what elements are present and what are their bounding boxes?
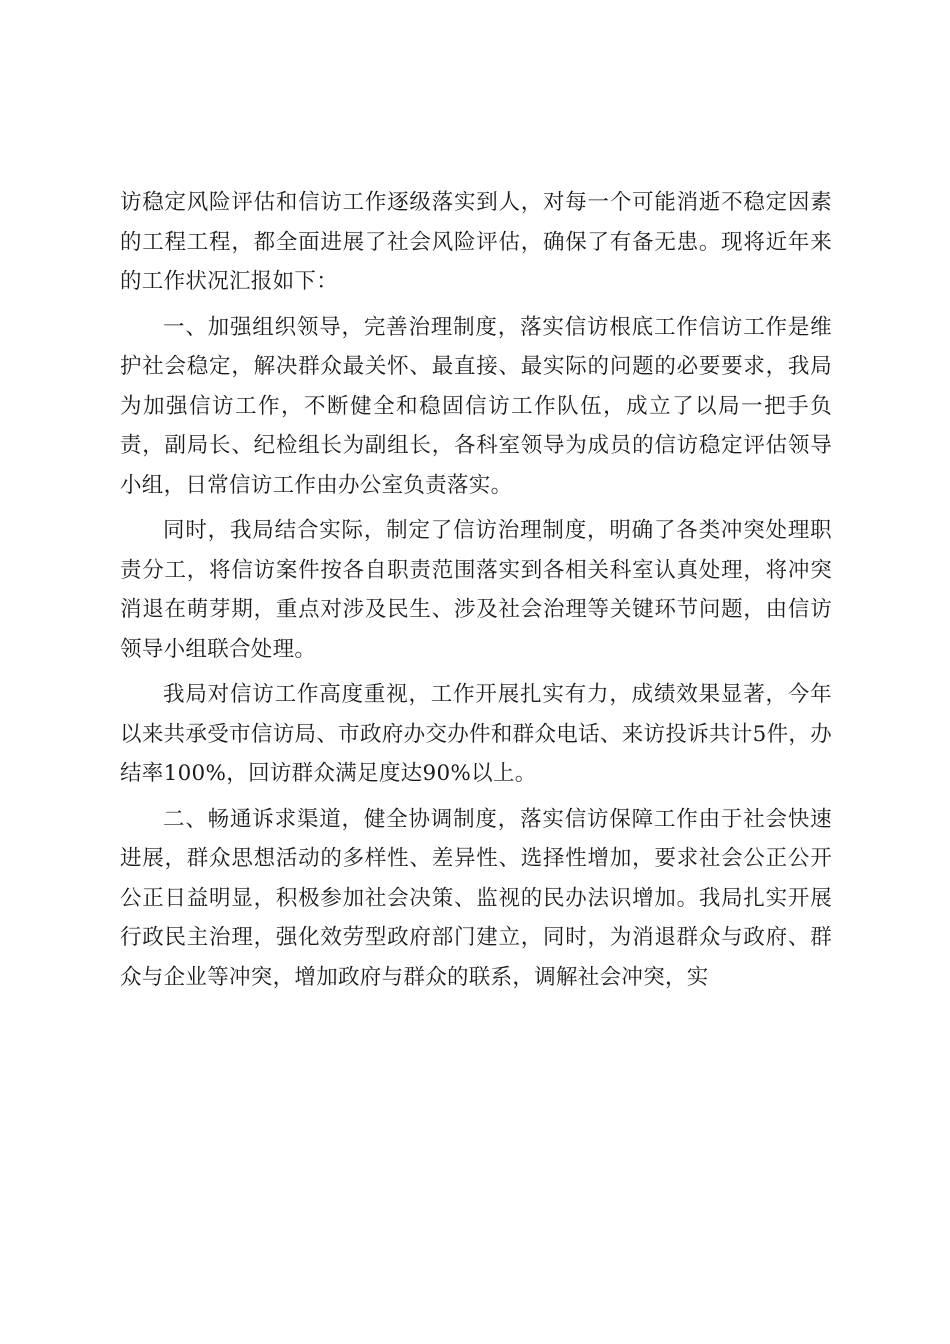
paragraph-2: 一、加强组织领导，完善治理制度，落实信访根底工作信访工作是维护社会稳定，解决群众最关怀、最直接、最实际的问题的必要要求，我局为加强信访工作，不断健全和稳固信访工作队伍，成立了以局一把手负责，副局长、纪检组长为副组长，各科室领导为成员的信访稳定评估领导小组，日常信访工作由办公室负责落实。 [120,314,832,498]
paragraph-1: 访稳定风险评估和信访工作逐级落实到人，对每一个可能消逝不稳定因素的工程工程，都全面进展了社会风险评估，确保了有备无患。现将近年来的工作状况汇报如下： [120,190,832,294]
paragraph-5: 二、畅通诉求渠道，健全协调制度，落实信访保障工作由于社会快速进展，群众思想活动的多样性、差异性、选择性增加，要求社会公正公开公正日益明显，积极参加社会决策、监视的民办法识增加。我局扎实开展行政民主治理，强化效劳型政府部门建立，同时，为消退群众与政府、群众与企业等冲突，增加政府与群众的联系，调解社会冲突，实 [120,806,832,990]
paragraph-4: 我局对信访工作高度重视，工作开展扎实有力，成绩效果显著，今年以来共承受市信访局、市政府办交办件和群众电话、来访投诉共计5件，办结率100%，回访群众满足度达90%以上。 [120,682,832,786]
paragraph-3: 同时，我局结合实际，制定了信访治理制度，明确了各类冲突处理职责分工，将信访案件按各自职责范围落实到各相关科室认真处理，将冲突消退在萌芽期，重点对涉及民生、涉及社会治理等关键环节问题，由信访领导小组联合处理。 [120,518,832,662]
document-body [120,183,832,1003]
